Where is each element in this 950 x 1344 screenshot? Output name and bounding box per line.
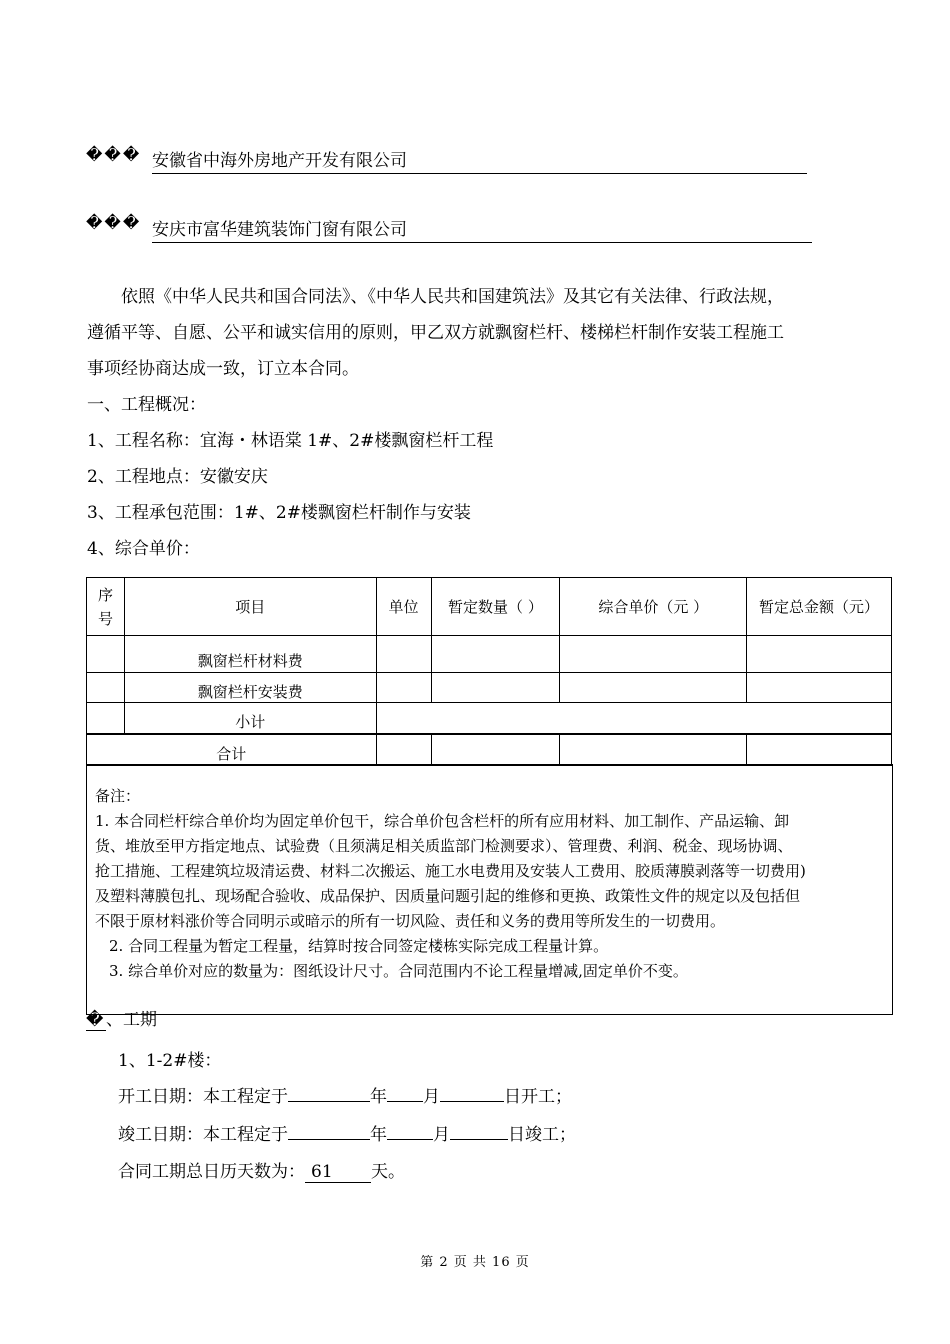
header-unit: 单位 — [376, 578, 431, 636]
row-material-cost: 飘窗栏杆材料费 — [124, 636, 376, 673]
header-qty: 暂定数量（ ） — [431, 578, 560, 636]
intro-line-2: 遵循平等、自愿、公平和诚实信用的原则，甲乙双方就飘窗栏杆、楼梯栏杆制作安装工程施工 — [87, 323, 784, 343]
party-a-name: 安徽省中海外房地产开发有限公司 — [152, 146, 807, 174]
section2-heading: � 、工期 — [86, 1010, 157, 1030]
remark-3: 3. 综合单价对应的数量为：图纸设计尺寸。合同范围内不论工程量增减,固定单价不变。 — [109, 962, 688, 980]
subtotal-label: 小计 — [124, 703, 376, 734]
party-b-label: ��� — [86, 213, 142, 232]
project-name: 1、工程名称：宜海・林语棠 1#、2#楼飘窗栏杆工程 — [87, 431, 494, 451]
finish-day-blank[interactable] — [450, 1121, 508, 1140]
finish-year-blank[interactable] — [288, 1121, 370, 1140]
price-table — [86, 577, 892, 765]
building-label: 1、1-2#楼： — [118, 1051, 222, 1071]
header-price: 综合单价（元 ） — [560, 578, 747, 636]
start-month-blank[interactable] — [387, 1083, 423, 1102]
remark-1: 1. 本合同栏杆综合单价均为固定单价包干，综合单价包含栏杆的所有应用材料、加工制作、产品运输、卸 — [95, 812, 790, 830]
page-number: 第 2 页 共 16 页 — [420, 1255, 530, 1270]
table-row — [87, 636, 892, 673]
total-row — [87, 734, 892, 765]
subtotal-row — [87, 703, 892, 734]
table-row — [87, 673, 892, 703]
header-seq: 序号 — [87, 578, 125, 636]
project-location: 2、工程地点：安徽安庆 — [87, 467, 268, 487]
remarks-title: 备注： — [95, 787, 141, 805]
party-b-name: 安庆市富华建筑装饰门窗有限公司 — [152, 215, 812, 243]
header-total: 暂定总金额（元） — [747, 578, 892, 636]
total-label: 合计 — [87, 734, 377, 765]
row-install-cost: 飘窗栏杆安装费 — [124, 673, 376, 703]
start-date-line: 开工日期：本工程定于 年 月 日开工； — [118, 1082, 572, 1107]
start-year-blank[interactable] — [288, 1083, 370, 1102]
project-scope: 3、工程承包范围：1#、2#楼飘窗栏杆制作与安装 — [87, 503, 471, 523]
header-item: 项目 — [124, 578, 376, 636]
section1-heading: 一、工程概况： — [87, 395, 206, 415]
remark-2: 2. 合同工程量为暂定工程量，结算时按合同签定楼栋实际完成工程量计算。 — [109, 937, 609, 955]
party-a-label: ��� — [86, 145, 142, 164]
table-header-row — [87, 578, 892, 636]
finish-date-line: 竣工日期：本工程定于 年 月 日竣工； — [118, 1120, 576, 1145]
duration-line: 合同工期总日历天数为： 61 天。 — [118, 1162, 405, 1182]
finish-month-blank[interactable] — [387, 1121, 433, 1140]
start-day-blank[interactable] — [440, 1083, 504, 1102]
intro-paragraph — [87, 279, 877, 567]
remarks-box: 备注： 1. 本合同栏杆综合单价均为固定单价包干，综合单价包含栏杆的所有应用材料、加工制作、产品运输、卸 货、堆放至甲方指定地点、试验费（且须满足相关质监部门检测要求）、管理费、利润、税金、现场协调、 抢工措施、工程建筑垃圾清运费、材料二次搬运、施工水电费用及安装人工费用、胶质薄膜剥落等一切费用) 及塑料薄膜包扎、现场配合验收、成品保护、因质量问题引起的维修和更换、政策性文件的规定以及包括但 不限于原材料涨价等合同明示或暗示的所有一切风险、责任和义务的费用等所发生的一切费用。 2. 合同工程量为暂定工程量，结算时按合同签定楼栋实际完成工程量计算。 3. 综合单价对应的数量为：图纸设计尺寸。合同范围内不论工程量增减,固定单价不变。 — [86, 764, 893, 1015]
intro-line-3: 事项经协商达成一致，订立本合同。 — [87, 359, 359, 379]
intro-line-1: 依照《中华人民共和国合同法》、《中华人民共和国建筑法》及其它有关法律、行政法规， — [121, 287, 784, 307]
duration-days: 61 — [305, 1162, 371, 1183]
unit-price-heading: 4、综合单价： — [87, 539, 200, 559]
